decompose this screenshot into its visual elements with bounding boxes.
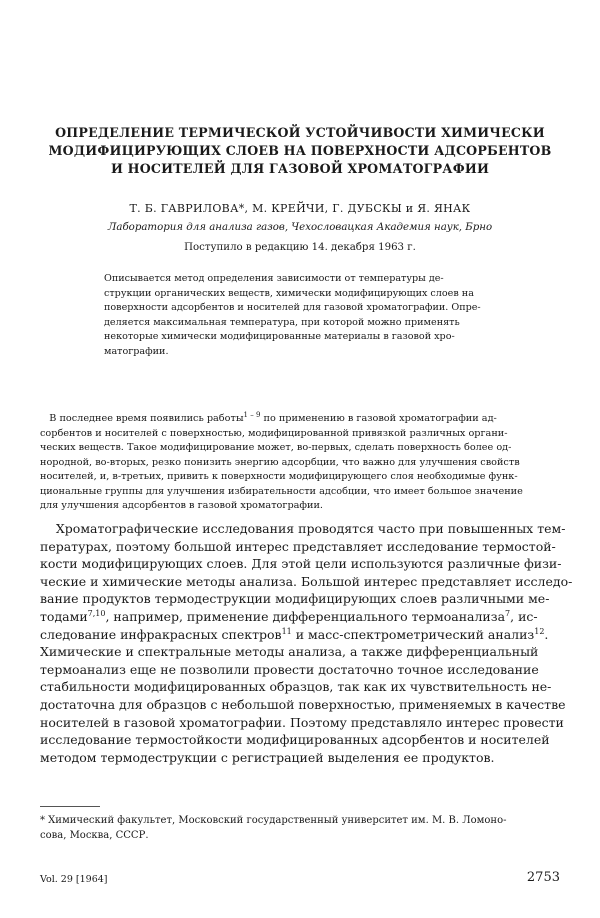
- received-date: Поступило в редакцию 14. декабря 1963 г.: [184, 242, 416, 253]
- page-number: 2753: [526, 870, 560, 885]
- laboratory-affiliation: Лаборатория для анализа газов, Чехословацкая Академия наук, Брно: [107, 222, 493, 233]
- body-line: термоанализ еще не позволили провести достаточно точное исследование: [40, 661, 539, 677]
- body-line: методом термодеструкции с регистрацией выделения ее продуктов.: [40, 749, 495, 765]
- body-text: тодами: [40, 608, 88, 624]
- body-text: .: [544, 626, 549, 642]
- summary-paragraph: [40, 408, 560, 514]
- abstract-line: струкции органических веществ, химически модифицирующих слоев на: [104, 287, 474, 299]
- title-line: ОПРЕДЕЛЕНИЕ ТЕРМИЧЕСКОЙ УСТОЙЧИВОСТИ ХИМИЧЕСКИ: [55, 125, 545, 140]
- reference-superscript: 12: [534, 626, 545, 636]
- footnote-line: сова, Москва, СССР.: [40, 830, 149, 841]
- body-line: ческие и химические методы анализа. Большой интерес представляет исследо-: [40, 573, 573, 589]
- summary-line: нородной, во-вторых, резко понизить энергию адсорбции, что важно для улучшения свойств: [40, 456, 520, 468]
- body-line: вание продуктов термодеструкции модифицирующих слоев различными ме-: [40, 591, 550, 607]
- reference-superscript: 7,10: [87, 608, 106, 618]
- summary-line: для улучшения адсорбентов в газовой хроматографии.: [40, 500, 324, 512]
- summary-line: носителей, и, в-третьих, привить к поверхности модифицирующего слоя необходимые функ-: [40, 471, 518, 483]
- summary-line: [40, 408, 560, 427]
- body-line: кости модифицирующих слоев. Для этой цели используются различные физи-: [40, 556, 562, 572]
- abstract-line: поверхности адсорбентов и носителей для газовой хроматографии. Опре-: [104, 302, 481, 314]
- article-title: [40, 124, 560, 178]
- body-line: пературах, поэтому большой интерес представляет исследование термостой-: [40, 538, 556, 554]
- title-line: МОДИФИЦИРУЮЩИХ СЛОЕВ НА ПОВЕРХНОСТИ АДСОРБЕНТОВ: [48, 143, 552, 158]
- summary-line: ческих веществ. Такое модифицирование может, во-первых, сделать поверхность более од-: [40, 442, 512, 454]
- abstract-line: деляется максимальная температура, при которой можно применять: [104, 316, 460, 328]
- reference-superscript: 1 – 9: [243, 411, 261, 419]
- abstract: [104, 272, 504, 360]
- body-text: , например, применение дифференциального термоанализа: [105, 608, 506, 624]
- summary-text: по применению в газовой хроматографии ад-: [260, 413, 497, 425]
- body-line: достаточна для образцов с небольшой поверхностью, применяемых в качестве: [40, 696, 566, 712]
- summary-line: сорбентов и носителей с поверхностью, модифицированной привязкой различных органи-: [40, 427, 508, 439]
- reference-superscript: 11: [281, 626, 292, 636]
- body-paragraph: [40, 520, 573, 766]
- footnote-line: * Химический факультет, Московский государственный университет им. М. В. Ломоно-: [40, 815, 507, 826]
- journal-volume: Vol. 29 [1964]: [40, 874, 108, 885]
- body-text: следование инфракрасных спектров: [40, 626, 282, 642]
- abstract-line: матографии.: [104, 345, 169, 357]
- authors: Т. Б. ГАВРИЛОВА*, М. КРЕЙЧИ, Г. ДУБСКЫ и Я. ЯНАК: [129, 202, 471, 215]
- body-line: носителей в газовой хроматографии. Поэтому представляло интерес провести: [40, 714, 564, 730]
- reference-superscript: 7: [505, 608, 511, 618]
- summary-text: В последнее время появились работы: [49, 413, 244, 425]
- body-line: [40, 626, 560, 644]
- title-line: И НОСИТЕЛЕЙ ДЛЯ ГАЗОВОЙ ХРОМАТОГРАФИИ: [110, 161, 490, 176]
- footnote-divider: [40, 806, 100, 807]
- footnote: [40, 813, 560, 843]
- body-line: исследование термостойкости модифицированных адсорбентов и носителей: [40, 732, 550, 748]
- abstract-line: Описывается метод определения зависимости от температуры де-: [104, 273, 444, 284]
- body-line: [40, 520, 566, 538]
- body-line: [40, 608, 560, 626]
- body-line: Химические и спектральные методы анализа, а также дифференциальный: [40, 644, 539, 660]
- body-text: , ис-: [510, 608, 538, 624]
- summary-line: циональные группы для улучшения избирательности адсобции, что имеет большое значение: [40, 485, 523, 497]
- body-text: и масс-спектрометрический анализ: [291, 626, 535, 642]
- body-text: Хроматографические исследования проводятся часто при повышенных тем-: [55, 521, 566, 536]
- body-line: стабильности модифицированных образцов, так как их чувствительность не-: [40, 679, 552, 695]
- abstract-line: некоторые химически модифицированные материалы в газовой хро-: [104, 331, 455, 343]
